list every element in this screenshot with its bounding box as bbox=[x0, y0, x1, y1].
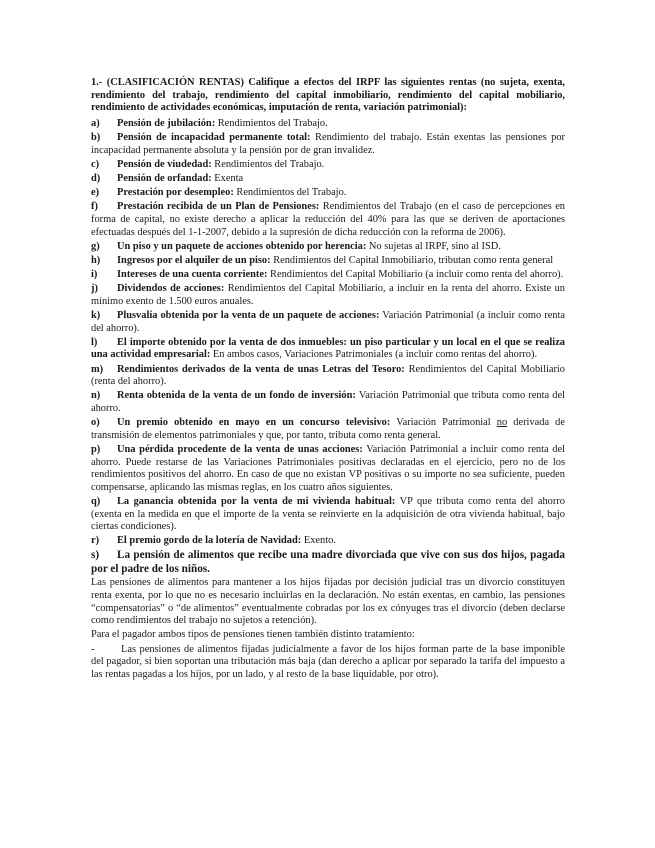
document-page bbox=[91, 77, 565, 683]
item-q: q) La ganancia obtenida por la venta de mi vivienda habitual: VP que tributa como renta del ahorro (exenta en la medida en que el importe de la venta se reinvierte en la adquisición de otra vivienda habitual, bajo ciertas condiciones). bbox=[91, 495, 565, 533]
item-l: l) El importe obtenido por la venta de dos inmuebles: un piso particular y un local en el que se realiza una actividad empresarial: En ambos casos, Variaciones Patrimoniales (a incluir como rentas del ahorro). bbox=[91, 336, 565, 361]
item-o: o) Un premio obtenido en mayo en un concurso televisivo: Variación Patrimonial no derivada de transmisión de elementos patrimoniales y que, por tanto, tributa como renta general. bbox=[91, 417, 565, 441]
item-j: j) Dividendos de acciones: Rendimientos del Capital Mobiliario, a incluir en la renta del ahorro. Existe un mínimo exento de 1.500 euros anuales. bbox=[91, 283, 565, 307]
item-h: h) Ingresos por el alquiler de un piso: Rendimientos del Capital Inmobiliario, tributan como renta general bbox=[91, 254, 554, 266]
bullet-item: - Las pensiones de alimentos fijadas judicialmente a favor de los hijos forman parte de la base imponible del pagador, si bien soportan una tributación más baja (dan derecho a aplicar por separado la tarifa del impuesto a las rentas pagadas a los hijos, por un lado, y al resto de la base liquidable, por otro). bbox=[91, 643, 565, 680]
paragraph-alimentos: Las pensiones de alimentos para mantener a los hijos fijadas por decisión judicial tras un divorcio constituyen renta exenta, por lo que no es necesario incluirlas en la declaración. No están exentas, en cambio, las pensiones “compensatorias” o “de alimentos” eventualmente cobradas por los ex cónyuges tras el divorcio (deben declarse como rendimientos del trabajo no sujetos a retención). bbox=[91, 577, 565, 627]
item-m: m) Rendimientos derivados de la venta de unas Letras del Tesoro: Rendimientos del Capital Mobiliario (renta del ahorro). bbox=[91, 363, 565, 388]
item-s: s) La pensión de alimentos que recibe una madre divorciada que vive con sus dos hijos, pagada por el padre de los niños. bbox=[91, 549, 565, 575]
item-d: d) Pensión de orfandad: Exenta bbox=[91, 172, 244, 184]
item-g: g) Un piso y un paquete de acciones obtenido por herencia: No sujetas al IRPF, sino al ISD. bbox=[91, 240, 501, 252]
exercise-title: 1.- (CLASIFICACIÓN RENTAS) Califique a efectos del IRPF las siguientes rentas (no sujeta, exenta, rendimiento del trabajo, rendimiento del capital inmobiliario, rendimiento del capital mobiliario, rendimiento de actividades económicas, imputación de renta, variación patrimonial): bbox=[91, 77, 565, 114]
item-e: e) Prestación por desempleo: Rendimientos del Trabajo. bbox=[91, 187, 347, 199]
item-a: a) Pensión de jubilación: Rendimientos del Trabajo. bbox=[91, 117, 328, 129]
item-f: f) Prestación recibida de un Plan de Pensiones: Rendimientos del Trabajo (en el caso de percepciones en forma de capital, no existe derecho a aplicar la reducción del 40% para las que se deriven de aportaciones efectuadas después del 1-1-2007, debido a la supresión de dicha reducción con la reforma de 2006). bbox=[91, 201, 566, 238]
item-b: b) Pensión de incapacidad permanente total: Rendimiento del trabajo. Están exentas las pensiones por incapacidad permanente absoluta y la pensión por de gran invalidez. bbox=[91, 131, 565, 156]
paragraph-pagador: Para el pagador ambos tipos de pensiones tienen también distinto tratamiento: bbox=[91, 629, 415, 641]
item-p: p) Una pérdida procedente de la venta de unas acciones: Variación Patrimonial a incluir como renta del ahorro. Puede restarse de las Variaciones Patrimoniales positivas declaradas en el ejercicio, pero no de los rendimientos positivos del ahorro. En caso de que no existan VP positivas o su importe no sea suficiente, pueden compensarse, aplicando las mismas reglas, en los cuatro años siguientes. bbox=[91, 443, 566, 493]
item-c: c) Pensión de viudedad: Rendimientos del Trabajo. bbox=[91, 158, 325, 170]
item-n: n) Renta obtenida de la venta de un fondo de inversión: Variación Patrimonial que tributa como renta del ahorro. bbox=[91, 390, 565, 414]
item-k: k) Plusvalía obtenida por la venta de un paquete de acciones: Variación Patrimonial (a incluir como renta del ahorro). bbox=[91, 310, 565, 334]
item-r: r) El premio gordo de la lotería de Navidad: Exento. bbox=[91, 535, 336, 547]
item-i: i) Intereses de una cuenta corriente: Rendimientos del Capital Mobiliario (a incluir como renta del ahorro). bbox=[91, 269, 564, 281]
